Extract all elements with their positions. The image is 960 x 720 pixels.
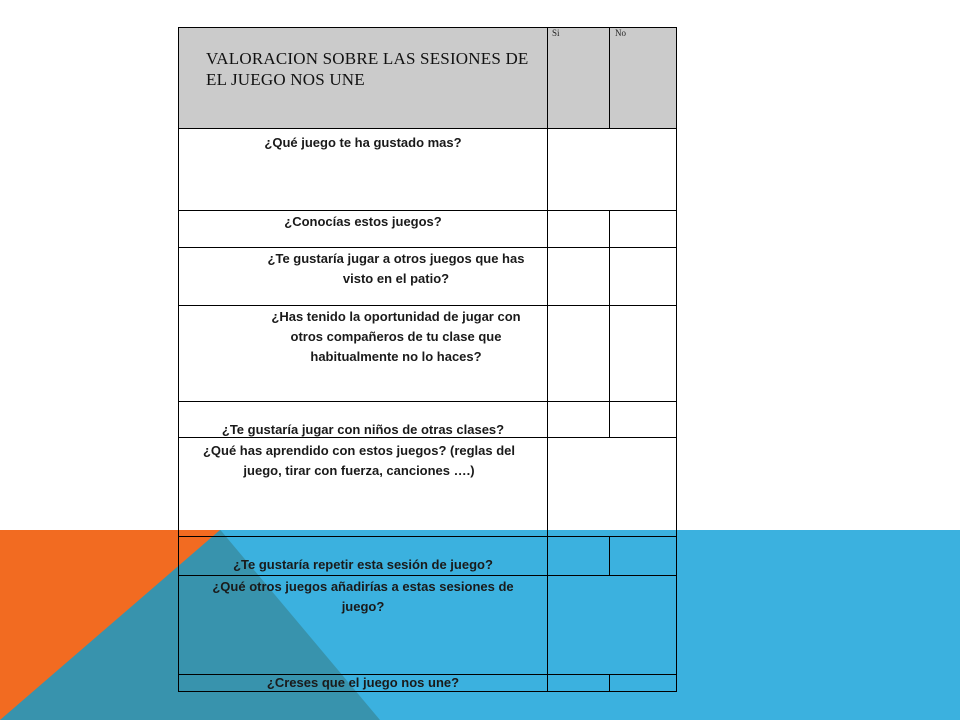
answer-no-cell[interactable] xyxy=(610,306,677,402)
question-text: ¿Te gustaría repetir esta sesión de juego? xyxy=(233,557,493,572)
question-text: ¿Te gustaría jugar a otros juegos que has visto en el patio? xyxy=(267,251,525,286)
evaluation-sheet xyxy=(178,27,677,692)
question-text: ¿Conocías estos juegos? xyxy=(284,214,442,229)
answer-no-cell[interactable] xyxy=(610,211,677,248)
answer-si-cell[interactable] xyxy=(548,537,610,576)
open-answer-cell[interactable] xyxy=(548,129,677,211)
header-row-border xyxy=(178,27,677,129)
question-text: ¿Qué juego te ha gustado mas? xyxy=(264,135,462,150)
answer-no-cell[interactable] xyxy=(610,675,677,692)
question-text: ¿Qué has aprendido con estos juegos? (reglas del juego, tirar con fuerza, canciones ….) xyxy=(202,443,516,478)
open-answer-cell[interactable] xyxy=(548,438,677,537)
answer-si-cell[interactable] xyxy=(548,211,610,248)
question-text: ¿Qué otros juegos añadirías a estas sesiones de juego? xyxy=(212,579,514,614)
answer-si-cell[interactable] xyxy=(548,306,610,402)
question-text: ¿Has tenido la oportunidad de jugar con otros compañeros de tu clase que habitualmente no lo haces? xyxy=(271,309,521,364)
question-text: ¿Te gustaría jugar con niños de otras clases? xyxy=(221,422,505,437)
sheet-title: VALORACION SOBRE LAS SESIONES DE EL JUEGO NOS UNE xyxy=(206,49,529,89)
answer-si-cell[interactable] xyxy=(548,402,610,438)
answer-no-cell[interactable] xyxy=(610,248,677,306)
column-header-no: No xyxy=(615,28,626,38)
column-header-si: Si xyxy=(552,28,560,38)
answer-no-cell[interactable] xyxy=(610,537,677,576)
answer-no-cell[interactable] xyxy=(610,402,677,438)
question-text: ¿Creses que el juego nos une? xyxy=(266,675,460,690)
open-answer-cell[interactable] xyxy=(548,576,677,675)
answer-si-cell[interactable] xyxy=(548,248,610,306)
answer-si-cell[interactable] xyxy=(548,675,610,692)
